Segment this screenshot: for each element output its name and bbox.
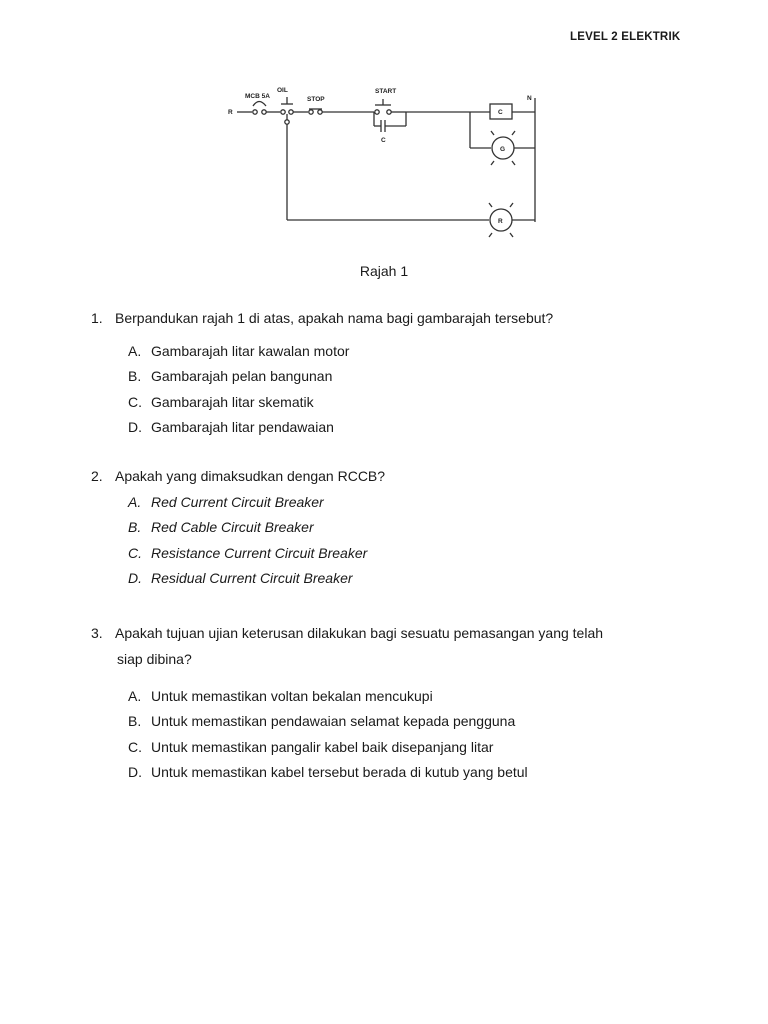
option: C. Gambarajah litar skematik bbox=[128, 393, 314, 410]
option: C. Resistance Current Circuit Breaker bbox=[128, 544, 368, 561]
option: D. Residual Current Circuit Breaker bbox=[128, 569, 353, 586]
option: A. Red Current Circuit Breaker bbox=[128, 494, 324, 510]
question-text: Apakah yang dimaksudkan dengan RCCB? bbox=[115, 468, 386, 484]
option: B. Gambarajah pelan bangunan bbox=[128, 368, 333, 385]
option: A. Untuk memastikan voltan bekalan mencukupi bbox=[128, 688, 433, 704]
option: B. Untuk memastikan pendawaian selamat kepada pengguna bbox=[128, 713, 516, 730]
label-lamp-g: G bbox=[500, 146, 506, 153]
circuit-diagram bbox=[225, 80, 545, 240]
page-header-title: LEVEL 2 ELEKTRIK bbox=[570, 31, 681, 43]
option: A. Gambarajah litar kawalan motor bbox=[128, 343, 350, 359]
question-1 bbox=[91, 306, 553, 331]
figure-caption: Rajah 1 bbox=[359, 263, 409, 279]
label-start: START bbox=[375, 88, 397, 95]
option: C. Untuk memastikan pangalir kabel baik disepanjang litar bbox=[128, 738, 494, 755]
question-2 bbox=[91, 464, 385, 489]
question-number: 2. bbox=[91, 468, 103, 484]
label-coil: C bbox=[498, 109, 503, 116]
question-number: 1. bbox=[91, 310, 103, 326]
question-2-options bbox=[128, 492, 367, 593]
question-number: 3. bbox=[91, 625, 103, 641]
option: D. Untuk memastikan kabel tersebut berada di kutub yang betul bbox=[128, 763, 528, 780]
question-text: Berpandukan rajah 1 di atas, apakah nama bagi gambarajah tersebut? bbox=[115, 310, 554, 326]
option: B. Red Cable Circuit Breaker bbox=[128, 519, 314, 536]
label-stop: STOP bbox=[307, 96, 325, 103]
label-mcb: MCB 5A bbox=[245, 93, 270, 100]
question-1-options bbox=[128, 341, 349, 442]
question-text: Apakah tujuan ujian keterusan dilakukan bagi sesuatu pemasangan yang telah bbox=[115, 625, 604, 641]
label-c-contact: C bbox=[381, 137, 386, 144]
question-3-options bbox=[128, 686, 528, 787]
question-3-text-cont: siap dibina? bbox=[117, 651, 192, 667]
option: D. Gambarajah litar pendawaian bbox=[128, 418, 334, 435]
label-lamp-r: R bbox=[498, 218, 503, 225]
question-3 bbox=[91, 621, 603, 646]
label-r: R bbox=[228, 109, 233, 116]
label-oil: OIL bbox=[277, 87, 288, 94]
label-n: N bbox=[527, 95, 532, 102]
